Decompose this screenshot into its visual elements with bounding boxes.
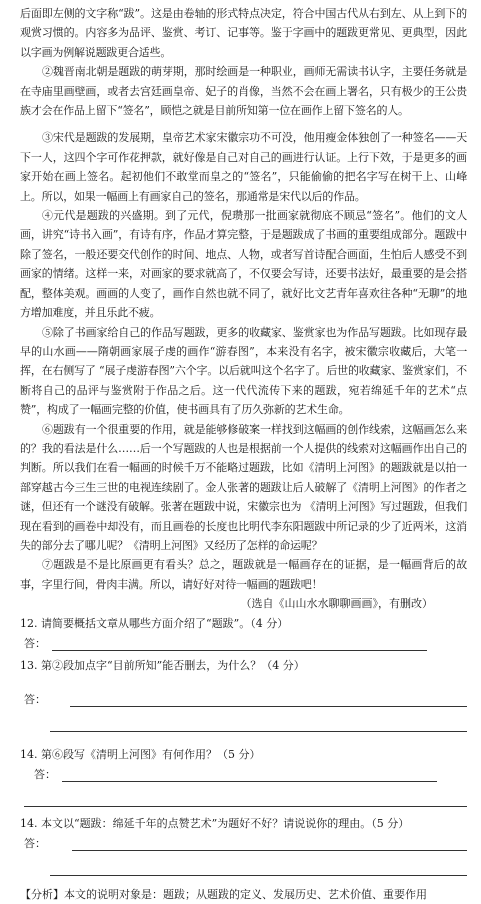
question-12 [20,615,467,651]
question-13 [20,657,467,732]
answer-row [24,835,467,851]
paragraph-7: ⑦题跋是不是比原画更有看头？总之，题跋就是一幅画存在的证据，是一幅画背后的故事，字里行间，骨肉丰满。所以，请好好对待一幅画的题跋吧！ [20,558,467,591]
answer-row [24,691,467,707]
answer-row [24,766,467,782]
paragraph-1: 后面即左侧的文字称“跋”。这是由卷轴的形式特点决定，符合中国古代从右到左、从上到下的观赏习惯的。内容多为品评、鉴赏、考订、记事等。鉴于字画中的题跋更常见、更典型，因此以字画为例解说题跋更合适些。 [20,7,467,59]
answer-line[interactable] [52,638,427,651]
question-prompt: 14. 本文以“题跋：绵延千年的点赞艺术”为题好不好？请说说你的理由。（5 分） [20,817,410,831]
answer-line[interactable] [50,719,467,732]
source-citation: （选自《山山水水聊聊画画》，有删改） [240,597,433,611]
question-prompt: 13. 第②段加点字“目前所知”能否删去，为什么？（4 分） [20,659,305,673]
paragraph-4: ④元代是题跋的兴盛期。到了元代，倪瓒那一批画家就彻底不顾忌“签名”。他们的文人画，讲究“诗书入画”，有诗有序，作品才算完整，于是题跋成了书画的重要组成部分。题跋中除了签名，一般还要交代创作的时间、地点、人物，或者写首诗配合画面，生怕后人感受不到画家的情绪。这样一来，对画家的要求就高了，不仅要会写诗，还要书法好，最重要的是会搭配，整体美观。画画的人变了，画作自然也就不同了，就好比文艺青年喜欢往各种“无聊”的地方增加难度，并且乐此不疲。 [20,209,467,320]
paragraph-5: ⑤除了书画家给自己的作品写题跋，更多的收藏家、鉴赏家也为作品写题跋。比如现存最早的山水画——隋朝画家展子虔的画作“游春图”，本来没有名字，被宋徽宗收藏后，大笔一挥，在右侧写了 “展子虔游春图”六个字。以后就叫这个名字了。后世的收藏家、鉴赏家们，不断将自己的品评与鉴赏附于作品之后。这一代代流传下来的题跋，宛若绵延千年的艺术“点赞”，构成了一幅画完整的价值，使书画具有了历久弥新的艺术生命。 [20,325,467,417]
analysis-note: 【分析】本文的说明对象是：题跋；从题跋的定义、发展历史、艺术价值、重要作用 [20,888,427,902]
question-prompt: 12. 请简要概括文章从哪些方面介绍了“题跋”。（4 分） [20,617,289,631]
answer-label: 答： [24,837,46,851]
answer-row-continued [24,794,467,807]
answer-line[interactable] [50,863,467,876]
answer-line[interactable] [62,769,437,782]
answer-row [24,635,467,651]
answer-line[interactable] [72,838,467,851]
answer-line[interactable] [24,794,467,807]
answer-label: 答： [24,637,46,651]
paragraph-6: ⑥题跋有一个很重要的作用，就是能够修破案一样找到这幅画的创作线索，这幅画怎么来的？我的看法是什么……后一个写题跋的人也是根据前一个人提供的线索对这幅画作出自己的判断。所以我们在看一幅画的时候千万不能略过题跋，比如《清明上河图》的题跋就是以拍一部穿越古今三生三世的电视连续剧了。金人张著的题跋让后人破解了《清明上河图》的作者之谜，但还有一个谜没有破解。张著在题跋中说，宋徽宗也为 《清明上河图》写过题跋，但我们现在看到的画卷中却没有，而且画卷的长度也比明代李东阳题跋中所记录的少了近两米，这消失的部分去了哪儿呢？《清明上河图》又经历了怎样的命运呢？ [20,422,467,552]
answer-label: 答： [24,693,46,707]
answer-row-continued [24,719,467,732]
question-14a [20,746,467,807]
paragraph-2: ②魏晋南北朝是题跋的萌芽期，那时绘画是一种职业，画师无需读书认字，主要任务就是在寺庙里画壁画，或者去宫廷画皇帝、妃子的肖像，当然不会在画上署名，只有极少的王公贵族才会在作品上留下“签名”，顾恺之就是目前所知第一位在画作上留下签名的人。 [20,65,467,118]
answer-line[interactable] [70,694,467,707]
question-14b [20,815,467,876]
paragraph-gap [20,120,467,128]
question-prompt: 14. 第⑥段写《清明上河图》有何作用？（5 分） [20,748,261,762]
answer-label: 答： [34,768,56,782]
answer-row-continued [24,863,467,876]
paragraph-3: ③宋代是题跋的发展期，皇帝艺术家宋徽宗功不可没，他用瘦金体独创了一种签名——天下一人，这四个字可作花押款，就好像是自己对自己的画进行认证。上行下效，于是更多的画家开始在画上签名。起初他们不敢堂而皇之的“签名”，只能偷偷的把名字写在树干上、山峰上。所以，如果一幅画上有画家自己的签名，那通常是宋代以后的作品。 [20,131,467,203]
